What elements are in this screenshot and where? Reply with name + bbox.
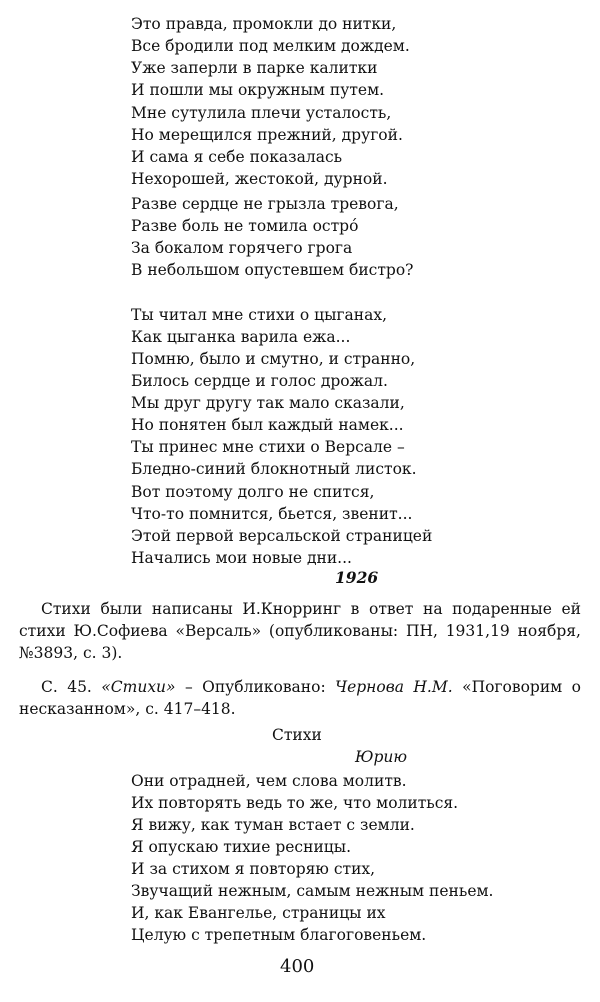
poem-dedication: Юрию (355, 748, 408, 766)
poem-line: Я вижу, как туман встает с земли. (131, 816, 415, 834)
poem-line: Их повторять ведь то же, что молиться. (131, 794, 459, 812)
poem-line: Ты читал мне стихи о цыганах, (131, 306, 388, 324)
poem-line: Мы друг другу так мало сказали, (131, 394, 405, 412)
poem-line: И, как Евангелье, страницы их (131, 904, 386, 922)
poem-line: Помню, было и смутно, и странно, (131, 350, 416, 368)
poem-year: 1926 (335, 568, 379, 587)
poem-line: Этой первой версальской страницей (131, 527, 433, 545)
poem-line: Звучащий нежным, самым нежным пеньем. (131, 882, 494, 900)
poem-line: Билось сердце и голос дрожал. (131, 372, 388, 390)
page-number: 400 (280, 956, 315, 977)
poem2-stanza-2 (131, 392, 571, 480)
poem-line: Целую с трепетным благоговеньем. (131, 926, 427, 944)
poem1-stanza-3 (131, 193, 571, 281)
poem-line: Что-то помнится, бьется, звенит... (131, 505, 413, 523)
note-author: Чернова Н.М. (335, 678, 453, 696)
poem2-stanza-3 (131, 481, 571, 569)
poem3-stanza-2 (131, 858, 571, 946)
poem-line: Разве сердце не грызла тревога, (131, 195, 399, 213)
poem-title: Стихи (272, 726, 322, 744)
poem-line: Нехорошей, жестокой, дурной. (131, 170, 388, 188)
poem-line: В небольшом опустевшем бистро? (131, 261, 414, 279)
note-published-label: – Опубликовано: (175, 678, 336, 696)
poem-line: Они отрадней, чем слова молитв. (131, 772, 407, 790)
poem-line: Как цыганка варила ежа... (131, 328, 351, 346)
note-source: «Поговорим о несказанном», с. 417–418. (19, 678, 581, 718)
poem-line: Ты принес мне стихи о Версале – (131, 438, 405, 456)
poem-line: Все бродили под мелким дождем. (131, 37, 410, 55)
poem3-stanza-1 (131, 770, 571, 858)
note-text (19, 676, 581, 720)
poem1-stanza-2 (131, 102, 571, 190)
poem-line: Уже заперли в парке калитки (131, 59, 378, 77)
poem1-stanza-1 (131, 13, 571, 101)
poem2-stanza-1 (131, 304, 571, 392)
commentary-note-2 (19, 676, 581, 720)
poem-line: Начались мои новые дни... (131, 549, 352, 567)
poem-line: Мне сутулила плечи усталость, (131, 104, 392, 122)
poem-line: Но понятен был каждый намек... (131, 416, 404, 434)
poem-line: И сама я себе показалась (131, 148, 343, 166)
note-poem-title: «Стихи» (101, 678, 176, 696)
commentary-note-1 (19, 598, 581, 664)
poem-line: Я опускаю тихие ресницы. (131, 838, 352, 856)
poem-line: Вот поэтому долго не спится, (131, 483, 375, 501)
poem-line: Это правда, промокли до нитки, (131, 15, 397, 33)
note-text: Стихи были написаны И.Кнорринг в ответ на подаренные ей стихи Ю.Софиева «Версаль» (опубликованы: ПН, 1931,19 ноября, №3893, с. 3). (19, 600, 581, 662)
poem-line: Но мерещился прежний, другой. (131, 126, 403, 144)
poem-line: Бледно-синий блокнотный листок. (131, 460, 417, 478)
poem-line: За бокалом горячего грога (131, 239, 353, 257)
note-page-ref: С. 45. (41, 678, 102, 696)
poem-line: Разве боль не томила остро́ (131, 217, 359, 235)
poem-line: И пошли мы окружным путем. (131, 81, 385, 99)
poem-line: И за стихом я повторяю стих, (131, 860, 376, 878)
